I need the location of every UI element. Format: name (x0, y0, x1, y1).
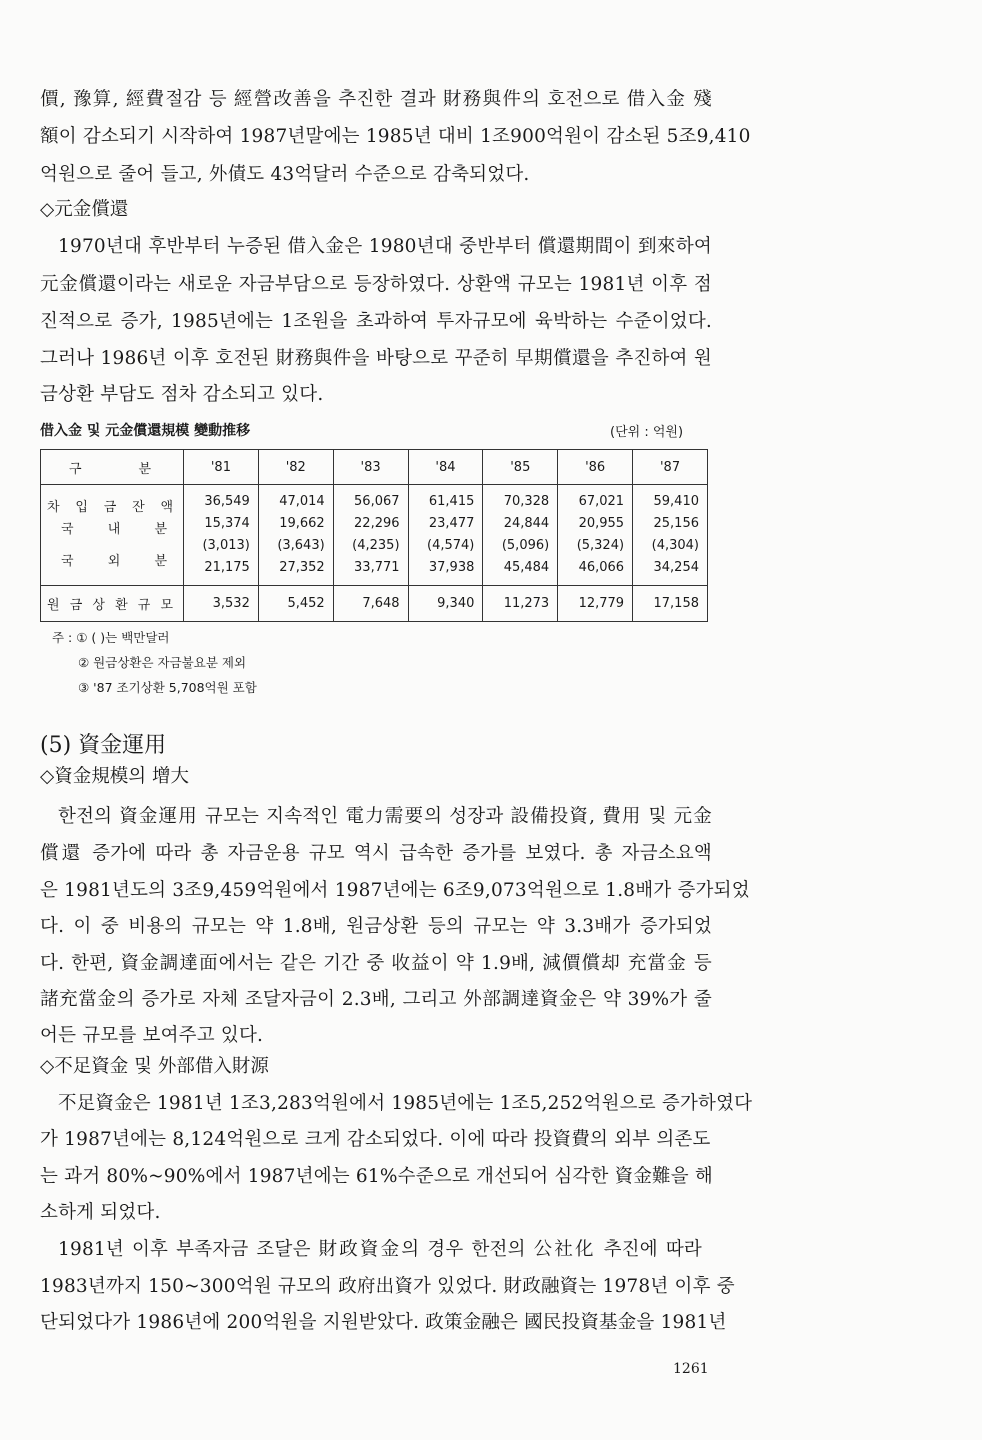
row-labels (41, 485, 184, 586)
year-header: '83 (333, 450, 408, 485)
paragraph-line: 한전의 資金運用 규모는 지속적인 電力需要의 성장과 設備投資, 費用 및 元金 (58, 806, 712, 827)
label-char: 환 (115, 598, 132, 613)
table-note: ③ '87 조기상환 5,708억원 포함 (78, 680, 257, 695)
year-header: '86 (558, 450, 633, 485)
value-cell: 17,158 (633, 586, 708, 622)
subheading-principal-repayment: ◇元金償還 (40, 199, 129, 220)
paragraph-line: 어든 규모를 보여주고 있다. (40, 1025, 264, 1046)
value-cell: 3,532 (184, 586, 259, 622)
paragraph-line: 償還 증가에 따라 총 자금운용 규모 역시 급속한 증가를 보였다. 총 자금소요액 (40, 843, 712, 864)
table-unit: (단위 : 억원) (610, 425, 684, 440)
year-header: '87 (633, 450, 708, 485)
label-char: 원 (47, 598, 64, 613)
paragraph-line: 가 1987년에는 8,124억원으로 크게 감소되었다. 이에 따라 投資費의 외부 의존도 (40, 1129, 711, 1150)
value-cell: 47,014 19,662 (3,643) 27,352 (258, 485, 333, 586)
table-note: 주 : ① ( )는 백만달러 (52, 630, 170, 645)
paragraph-line: 額이 감소되기 시작하여 1987년말에는 1985년 대비 1조900억원이 감소된 5조9,410 (40, 126, 751, 147)
page-number: 1261 (673, 1361, 709, 1377)
header-label (41, 450, 184, 485)
year-header: '85 (483, 450, 558, 485)
value-cell: 59,410 25,156 (4,304) 34,254 (633, 485, 708, 586)
label-char: 분 (154, 522, 171, 537)
value-cell: 7,648 (333, 586, 408, 622)
paragraph-line: 소하게 되었다. (40, 1202, 161, 1223)
paragraph-line: 그러나 1986년 이후 호전된 財務與件을 바탕으로 꾸준히 早期償還을 추진하여 원 (40, 348, 712, 369)
label-char: 외 (107, 554, 125, 569)
paragraph-line: 1983년까지 150~300억원 규모의 政府出資가 있었다. 財政融資는 1978년 이후 중 (40, 1276, 735, 1297)
year-header: '82 (258, 450, 333, 485)
paragraph-line: 은 1981년도의 3조9,459억원에서 1987년에는 6조9,073억원으로 1.8배가 증가되었 (40, 880, 750, 901)
label-char: 구 (69, 461, 86, 477)
value-cell: 11,273 (483, 586, 558, 622)
label-char: 금 (69, 598, 87, 613)
label-char: 분 (138, 461, 155, 477)
borrowing-table (40, 449, 708, 622)
label-char: 액 (160, 500, 177, 515)
table-title: 借入金 및 元金償還規模 變動推移 (40, 423, 251, 439)
paragraph-line: 금상환 부담도 점차 감소되고 있다. (40, 384, 324, 405)
label-char: 모 (160, 598, 177, 613)
table-row (41, 485, 708, 586)
paragraph-line: 價, 豫算, 經費절감 등 經營改善을 추진한 결과 財務與件의 호전으로 借入金 殘 (40, 89, 712, 110)
paragraph-line: 1970년대 후반부터 누증된 借入金은 1980년대 중반부터 償還期間이 到來하여 (58, 236, 712, 257)
label-char: 잔 (132, 500, 149, 515)
value-cell: 56,067 22,296 (4,235) 33,771 (333, 485, 408, 586)
paragraph-line: 元金償還이라는 새로운 자금부담으로 등장하였다. 상환액 규모는 1981년 이후 점 (40, 274, 712, 295)
paragraph-line: 단되었다가 1986년에 200억원을 지원받았다. 政策金融은 國民投資基金을 1981년 (40, 1312, 727, 1333)
paragraph-line: 진적으로 증가, 1985년에는 1조원을 초과하여 투자규모에 육박하는 수준이었다. (40, 311, 712, 332)
value-cell: 5,452 (258, 586, 333, 622)
row-label (41, 586, 184, 622)
value-cell: 12,779 (558, 586, 633, 622)
paragraph-line: 억원으로 줄어 들고, 外債도 43억달러 수준으로 감축되었다. (40, 164, 530, 185)
label-char: 금 (103, 500, 121, 515)
label-char: 국 (61, 554, 78, 569)
paragraph-line: 다. 한편, 資金調達面에서는 같은 기간 중 收益이 약 1.9배, 減價償却 充當金 등 (40, 953, 712, 974)
label-char: 규 (137, 598, 155, 613)
paragraph-line: 1981년 이후 부족자금 조달은 財政資金의 경우 한전의 公社化 추진에 따라 (58, 1239, 702, 1260)
paragraph-line: 다. 이 중 비용의 규모는 약 1.8배, 원금상환 등의 규모는 약 3.3배가 증가되었 (40, 916, 712, 937)
year-header: '84 (408, 450, 483, 485)
value-cell: 67,021 20,955 (5,324) 46,066 (558, 485, 633, 586)
subheading-fund-scale: ◇資金規模의 增大 (40, 766, 189, 787)
section-heading: (5) 資金運用 (40, 733, 167, 758)
paragraph-line: 不足資金은 1981년 1조3,283억원에서 1985년에는 1조5,252억원으로 증가하였다 (58, 1093, 753, 1114)
table-note: ② 원금상환은 자금불요분 제외 (78, 655, 247, 670)
label-char: 내 (107, 522, 125, 537)
value-cell: 36,549 15,374 (3,013) 21,175 (184, 485, 259, 586)
year-header: '81 (184, 450, 259, 485)
value-cell: 9,340 (408, 586, 483, 622)
paragraph-line: 는 과거 80%~90%에서 1987년에는 61%수준으로 개선되어 심각한 資金難을 해 (40, 1166, 713, 1187)
label-char: 국 (61, 522, 78, 537)
label-char: 상 (92, 598, 109, 613)
label-char: 차 (47, 500, 64, 515)
paragraph-line: 諸充當金의 증가로 자체 조달자금이 2.3배, 그리고 外部調達資金은 약 39%가 줄 (40, 989, 712, 1010)
value-cell: 61,415 23,477 (4,574) 37,938 (408, 485, 483, 586)
label-char: 입 (75, 500, 92, 515)
value-cell: 70,328 24,844 (5,096) 45,484 (483, 485, 558, 586)
label-char: 분 (154, 554, 171, 569)
subheading-shortfall: ◇不足資金 및 外部借入財源 (40, 1056, 269, 1077)
table-row-repayment (41, 586, 708, 622)
table-header-row (41, 450, 708, 485)
